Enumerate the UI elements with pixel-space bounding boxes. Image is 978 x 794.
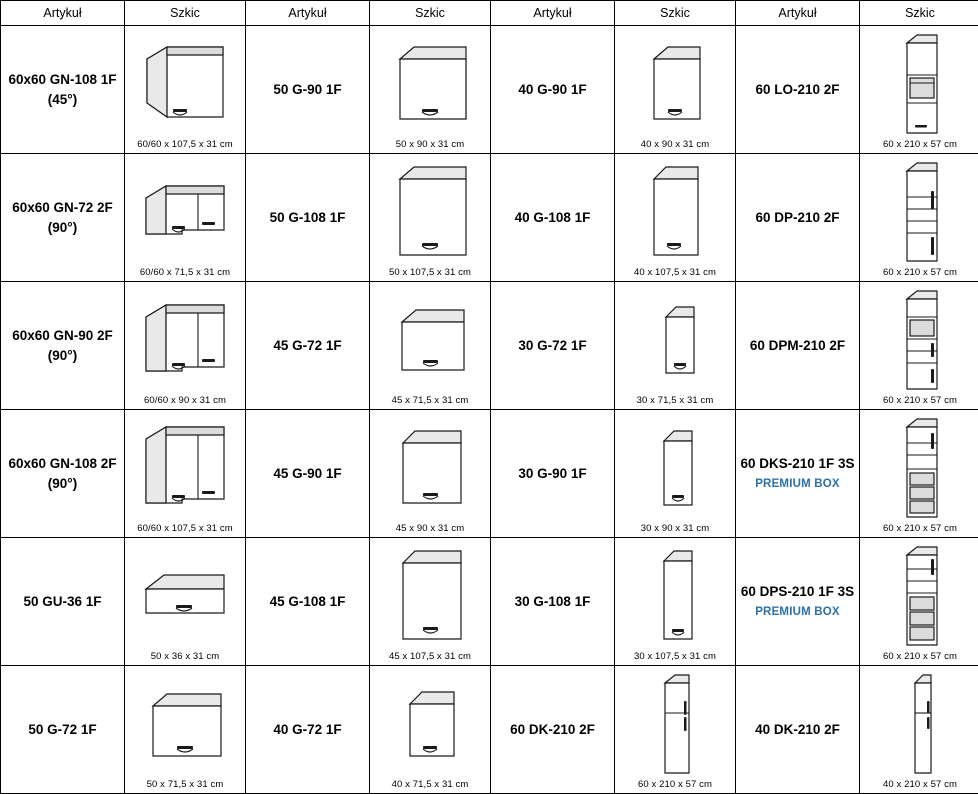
sketch-cell	[860, 410, 978, 538]
sketch-cell	[125, 154, 246, 282]
table-body	[1, 26, 978, 794]
article-label: 60 DP-210 2F	[736, 154, 860, 282]
table-row	[1, 26, 978, 154]
cabinet-wall-1door-icon	[615, 538, 735, 652]
column-header-sketch-1: Szkic	[125, 1, 246, 26]
cabinet-tall-oven-icon	[860, 26, 978, 140]
sketch-cell	[860, 154, 978, 282]
dimension-label: 45 x 107,5 x 31 cm	[389, 652, 471, 663]
column-header-sketch-2: Szkic	[370, 1, 491, 26]
article-label: 60x60 GN-108 2F (90°)	[1, 410, 125, 538]
sketch-cell	[615, 538, 736, 666]
sketch-cell	[615, 410, 736, 538]
cabinet-corner-90-icon	[125, 282, 245, 396]
article-label: 40 G-90 1F	[491, 26, 615, 154]
article-label: 30 G-108 1F	[491, 538, 615, 666]
dimension-label: 60 x 210 x 57 cm	[638, 780, 712, 791]
sketch-cell	[860, 538, 978, 666]
sketch-cell	[860, 26, 978, 154]
article-label: 60 DK-210 2F	[491, 666, 615, 794]
article-label: 60 DPM-210 2F	[736, 282, 860, 410]
premium-box-badge: PREMIUM BOX	[736, 604, 859, 621]
sketch-cell	[125, 538, 246, 666]
table-row	[1, 282, 978, 410]
sketch-cell	[370, 410, 491, 538]
header-row	[1, 1, 978, 26]
article-label	[736, 538, 860, 666]
dimension-label: 60 x 210 x 57 cm	[883, 140, 957, 151]
article-label	[736, 410, 860, 538]
column-header-article-2: Artykuł	[246, 1, 370, 26]
table-row	[1, 154, 978, 282]
cabinet-wall-1door-icon	[370, 26, 490, 140]
cabinet-tall-2door-icon	[860, 666, 978, 780]
cabinet-wall-1door-icon	[615, 410, 735, 524]
dimension-label: 50 x 90 x 31 cm	[396, 140, 465, 151]
sketch-cell	[125, 282, 246, 410]
dimension-label: 60 x 210 x 57 cm	[883, 652, 957, 663]
article-label: 40 G-72 1F	[246, 666, 370, 794]
dimension-label: 50 x 71,5 x 31 cm	[147, 780, 224, 791]
dimension-label: 45 x 71,5 x 31 cm	[392, 396, 469, 407]
article-label: 50 G-108 1F	[246, 154, 370, 282]
article-label: 50 GU-36 1F	[1, 538, 125, 666]
cabinet-wall-1door-icon	[615, 282, 735, 396]
dimension-label: 40 x 71,5 x 31 cm	[392, 780, 469, 791]
article-label: 60x60 GN-108 1F (45°)	[1, 26, 125, 154]
cabinet-wall-lift-up-icon	[125, 538, 245, 652]
dimension-label: 60 x 210 x 57 cm	[883, 396, 957, 407]
table-row	[1, 410, 978, 538]
article-label: 50 G-72 1F	[1, 666, 125, 794]
article-label: 30 G-72 1F	[491, 282, 615, 410]
cabinet-wall-1door-icon	[370, 538, 490, 652]
cabinet-wall-1door-icon	[370, 410, 490, 524]
column-header-article-4: Artykuł	[736, 1, 860, 26]
dimension-label: 50 x 107,5 x 31 cm	[389, 268, 471, 279]
dimension-label: 30 x 90 x 31 cm	[641, 524, 710, 535]
dimension-label: 50 x 36 x 31 cm	[151, 652, 220, 663]
article-label: 45 G-108 1F	[246, 538, 370, 666]
dimension-label: 40 x 107,5 x 31 cm	[634, 268, 716, 279]
table-header	[1, 1, 978, 26]
column-header-sketch-4: Szkic	[860, 1, 978, 26]
cabinet-corner-90-icon	[125, 154, 245, 268]
cabinet-wall-1door-icon	[370, 666, 490, 780]
sketch-cell	[370, 282, 491, 410]
article-label: 60x60 GN-90 2F (90°)	[1, 282, 125, 410]
dimension-label: 30 x 71,5 x 31 cm	[637, 396, 714, 407]
article-label: 60x60 GN-72 2F (90°)	[1, 154, 125, 282]
cabinet-corner-90-icon	[125, 410, 245, 524]
dimension-label: 60 x 210 x 57 cm	[883, 524, 957, 535]
table-row	[1, 666, 978, 794]
dimension-label: 30 x 107,5 x 31 cm	[634, 652, 716, 663]
dimension-label: 60/60 x 71,5 x 31 cm	[140, 268, 230, 279]
dimension-label: 60/60 x 107,5 x 31 cm	[137, 524, 233, 535]
sketch-cell	[370, 666, 491, 794]
article-label: 40 G-108 1F	[491, 154, 615, 282]
column-header-sketch-3: Szkic	[615, 1, 736, 26]
dimension-label: 60 x 210 x 57 cm	[883, 268, 957, 279]
cabinet-tall-pantry-micro-icon	[860, 282, 978, 396]
article-code: 60 DPS-210 1F 3S	[741, 584, 854, 599]
cabinet-wall-1door-icon	[615, 26, 735, 140]
table-row	[1, 538, 978, 666]
cabinet-wall-1door-icon	[125, 666, 245, 780]
cabinet-tall-2door-icon	[615, 666, 735, 780]
article-label: 60 LO-210 2F	[736, 26, 860, 154]
sketch-cell	[860, 666, 978, 794]
dimension-label: 40 x 210 x 57 cm	[883, 780, 957, 791]
cabinet-wall-1door-icon	[370, 282, 490, 396]
sketch-cell	[370, 26, 491, 154]
cabinet-wall-1door-icon	[615, 154, 735, 268]
sketch-cell	[370, 154, 491, 282]
sketch-cell	[615, 154, 736, 282]
column-header-article-1: Artykuł	[1, 1, 125, 26]
cabinet-tall-pantry-drawers-icon	[860, 538, 978, 652]
sketch-cell	[615, 26, 736, 154]
article-label: 30 G-90 1F	[491, 410, 615, 538]
cabinet-tall-pantry-icon	[860, 154, 978, 268]
sketch-cell	[615, 666, 736, 794]
sketch-cell	[860, 282, 978, 410]
cabinet-corner-45-icon	[125, 26, 245, 140]
article-label: 50 G-90 1F	[246, 26, 370, 154]
article-code: 60 DKS-210 1F 3S	[740, 456, 854, 471]
sketch-cell	[125, 666, 246, 794]
premium-box-badge: PREMIUM BOX	[736, 476, 859, 493]
column-header-article-3: Artykuł	[491, 1, 615, 26]
dimension-label: 60/60 x 107,5 x 31 cm	[137, 140, 233, 151]
cabinet-tall-drawers-icon	[860, 410, 978, 524]
dimension-label: 60/60 x 90 x 31 cm	[144, 396, 226, 407]
article-label: 40 DK-210 2F	[736, 666, 860, 794]
sketch-cell	[615, 282, 736, 410]
cabinet-wall-1door-icon	[370, 154, 490, 268]
sketch-cell	[370, 538, 491, 666]
sketch-cell	[125, 410, 246, 538]
sketch-cell	[125, 26, 246, 154]
dimension-label: 45 x 90 x 31 cm	[396, 524, 465, 535]
article-label: 45 G-72 1F	[246, 282, 370, 410]
article-label: 45 G-90 1F	[246, 410, 370, 538]
dimension-label: 40 x 90 x 31 cm	[641, 140, 710, 151]
